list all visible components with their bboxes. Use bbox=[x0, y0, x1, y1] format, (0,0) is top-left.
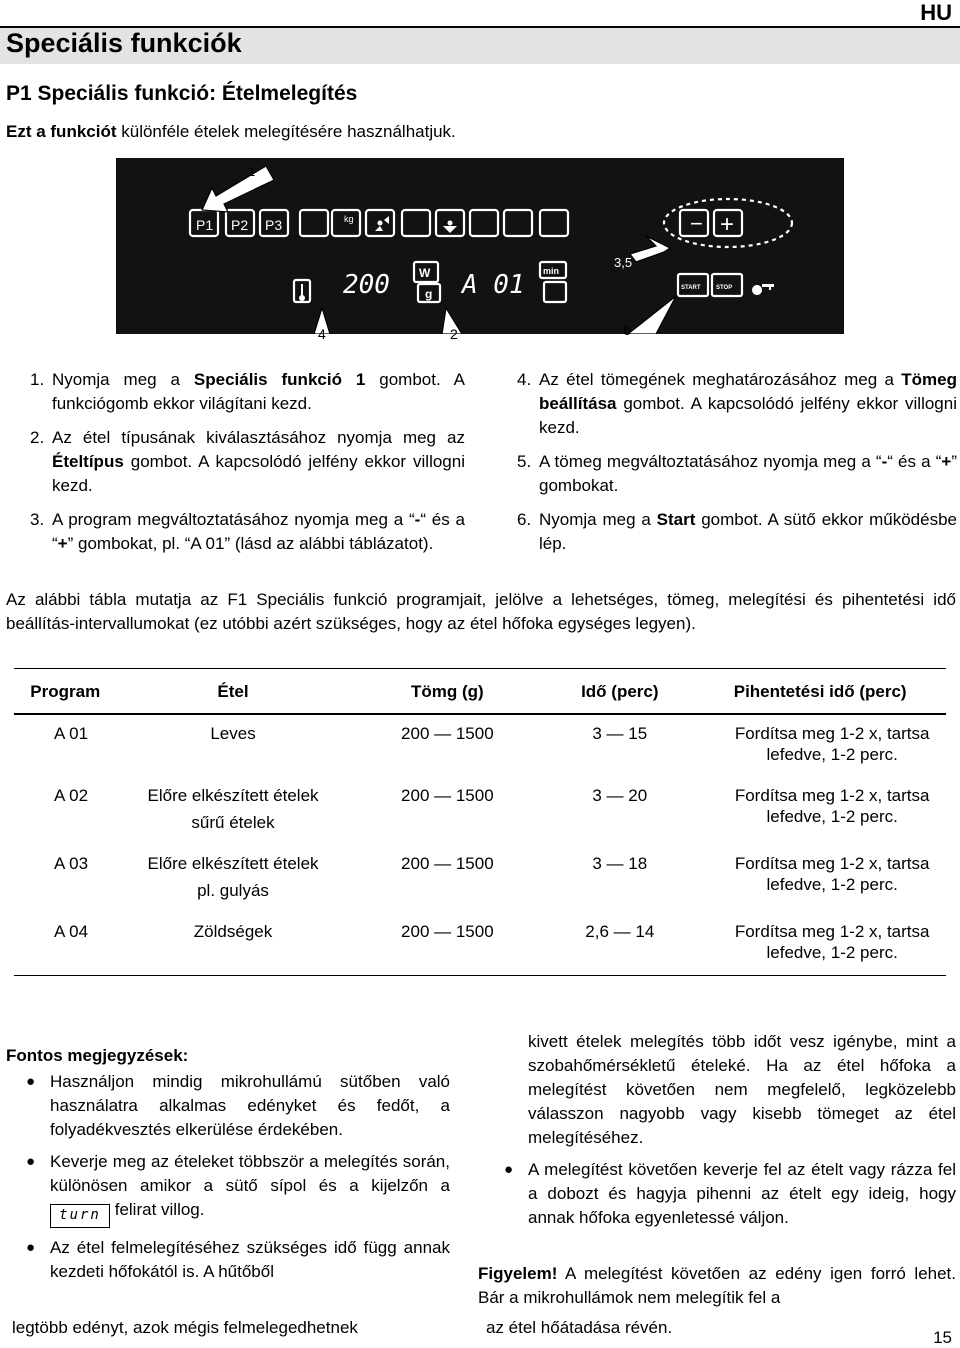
note-item bbox=[484, 1158, 956, 1230]
table-cell: 2,6 — 14 bbox=[545, 913, 694, 976]
table-intro: Az alábbi tábla mutatja az F1 Speciális funkció programjait, jelölve a lehetséges, tömeg, melegítési és pihentetési idő beállítás-intervallumokat (ez utóbbi azért szükséges, hogy az étel hőfoka egységes legyen). bbox=[6, 590, 956, 633]
warning-bold: Figyelem! bbox=[478, 1264, 558, 1283]
notes-col2 bbox=[504, 1030, 956, 1230]
g-label: g bbox=[425, 287, 433, 301]
table-cell: 3 — 15 bbox=[592, 724, 648, 743]
step-number: 6. bbox=[517, 510, 532, 529]
note-item bbox=[6, 1070, 450, 1142]
table-body bbox=[14, 714, 946, 976]
intro-text bbox=[6, 120, 456, 144]
step-number: 1. bbox=[30, 370, 45, 389]
step-bold-text: - bbox=[881, 452, 888, 471]
step-text: “ és a “ bbox=[887, 452, 942, 471]
table-header-cell: Pihentetési idő (perc) bbox=[694, 669, 946, 715]
table-cell: Leves bbox=[210, 724, 256, 743]
table-cell: 200 — 1500 bbox=[350, 913, 546, 976]
note-text: Keverje meg az ételeket többször a melegítés során, különösen amikor a sütő sípol és a kijelzőn a turn felirat villog. bbox=[50, 1150, 450, 1228]
step-item bbox=[30, 426, 465, 498]
callout-arrow-6 bbox=[628, 296, 676, 334]
control-panel-image bbox=[116, 158, 844, 334]
note-item bbox=[6, 1150, 450, 1228]
table-header-cell: Idő (perc) bbox=[545, 669, 694, 715]
p3-label: P3 bbox=[265, 217, 283, 233]
step-text: Nyomja meg a bbox=[52, 370, 194, 389]
defrost-timer-button[interactable] bbox=[300, 210, 328, 236]
step-number: 2. bbox=[30, 428, 45, 447]
step-text: Nyomja meg a bbox=[539, 510, 657, 529]
table-cell: Fordítsa meg 1-2 x, tartsa lefedve, 1-2 perc. bbox=[694, 913, 946, 976]
table-row bbox=[14, 714, 946, 777]
table-cell: A 01 bbox=[54, 724, 89, 743]
page-title: Speciális funkciók bbox=[6, 28, 242, 58]
top-heat-button[interactable] bbox=[504, 210, 532, 236]
note-text: A melegítést követően keverje fel az ételt vagy rázza fel a dobozt és hagyja pihenni az ételt egy ideig, hogy annak hőfoka egyenletessé váljon. bbox=[528, 1160, 956, 1227]
step-text: Az étel tömegének meghatározásához meg a bbox=[539, 370, 902, 389]
table-header-cell: Program bbox=[14, 669, 117, 715]
notes-col2-lead: kivett ételek melegítés több időt vesz igénybe, mint a szobahőmérsékletű ételeké. Ha az étel hőfoka a melegítést követően nem megfelelő, legközelebb válasszon nagyobb vagy kisebb tömeget az étel melegítéséhez. bbox=[528, 1032, 956, 1147]
step-text: gombot. A kapcsolódó jelfény ekkor villogni kezd. bbox=[539, 394, 957, 437]
step-number: 5. bbox=[517, 452, 532, 471]
step-body bbox=[52, 508, 465, 556]
step-bold-text: Tömeg beállítása bbox=[539, 370, 957, 413]
table-cell: 200 — 1500 bbox=[401, 854, 494, 873]
note-item bbox=[6, 1236, 450, 1284]
step-bold-text: - bbox=[414, 510, 421, 529]
section-subtitle: P1 Speciális funkció: Ételmelegítés bbox=[6, 82, 358, 105]
step-number: 3. bbox=[30, 510, 45, 529]
step-body bbox=[52, 368, 465, 416]
step-item bbox=[517, 450, 957, 498]
notes-col1 bbox=[6, 1070, 450, 1292]
notes-col2-list bbox=[504, 1158, 956, 1230]
table-cell: Fordítsa meg 1-2 x, tartsa lefedve, 1-2 perc. bbox=[734, 724, 930, 764]
warning-text bbox=[478, 1262, 956, 1310]
step-body bbox=[539, 368, 957, 440]
callout-1: 1 bbox=[248, 164, 256, 179]
steps-right bbox=[517, 368, 957, 566]
table-cell: A 04 bbox=[14, 913, 117, 976]
fan-grill-icon bbox=[443, 226, 457, 233]
kg-label: kg bbox=[344, 214, 354, 224]
step-bold-text: Ételtípus bbox=[52, 452, 124, 471]
bullet-icon: ● bbox=[26, 1153, 36, 1170]
minus-icon: − bbox=[690, 211, 703, 236]
step-body bbox=[52, 426, 465, 498]
step-item bbox=[517, 508, 957, 556]
step-body bbox=[539, 450, 957, 498]
warning-tail: az étel hőátadása révén. bbox=[486, 1318, 673, 1337]
notes-col1-tail: legtöbb edényt, azok mégis felmelegedhetnek bbox=[12, 1318, 358, 1337]
step-bold-text: + bbox=[941, 452, 952, 471]
table-header-row bbox=[14, 669, 946, 715]
step-text: “ és a “ bbox=[52, 510, 465, 553]
table-header-cell: Tömg (g) bbox=[350, 669, 546, 715]
table-cell: Fordítsa meg 1-2 x, tartsa lefedve, 1-2 perc. bbox=[734, 854, 930, 894]
step-text: gombot. A sütő ekkor működésbe lép. bbox=[539, 510, 957, 553]
table-cell: Előre elkészített ételek pl. gulyás bbox=[147, 854, 319, 900]
page-number: 15 bbox=[933, 1328, 952, 1347]
table-header-cell: Étel bbox=[117, 669, 350, 715]
step-text: Az étel típusának kiválasztásához nyomja meg az bbox=[52, 428, 465, 447]
table-cell: 3 — 20 bbox=[592, 786, 648, 805]
step-text: A tömeg megváltoztatásához nyomja meg a “ bbox=[539, 452, 882, 471]
step-item bbox=[30, 508, 465, 556]
bullet-icon: ● bbox=[26, 1239, 36, 1256]
table-cell: 200 — 1500 bbox=[401, 786, 494, 805]
step-item bbox=[30, 368, 465, 416]
program-table bbox=[14, 668, 946, 976]
table-row bbox=[14, 777, 946, 845]
program-display: A 01 bbox=[462, 270, 525, 300]
callout-arrow-1 bbox=[202, 166, 274, 212]
step-item bbox=[517, 368, 957, 440]
bullet-icon: ● bbox=[504, 1161, 514, 1178]
callout-4: 4 bbox=[318, 326, 326, 342]
step-text: gombot. A funkciógomb ekkor világítani kezd. bbox=[52, 370, 465, 413]
step-bold-text: Speciális funkció 1 bbox=[193, 370, 366, 389]
key-lock-icon bbox=[752, 284, 774, 295]
table-cell: 3 — 18 bbox=[592, 854, 648, 873]
note-text: Az étel felmelegítéséhez szükséges idő függ annak kezdeti hőfokától is. A hűtőből bbox=[50, 1238, 450, 1281]
intro-rest: különféle ételek melegítésére használhatjuk. bbox=[116, 122, 456, 141]
callout-arrow-35 bbox=[630, 236, 670, 262]
p2-label: P2 bbox=[231, 217, 249, 233]
table-cell: A 03 bbox=[54, 854, 89, 873]
warning-rest: A melegítést követően az edény igen forró lehet. Bár a mikrohullámok nem melegítik fel a bbox=[478, 1264, 956, 1307]
table-cell: Előre elkészített ételek sűrű ételek bbox=[147, 786, 319, 832]
bullet-icon: ● bbox=[26, 1073, 36, 1090]
microwave-button[interactable] bbox=[540, 210, 568, 236]
p1-label: P1 bbox=[196, 217, 214, 233]
callout-35: 3,5 bbox=[614, 255, 633, 270]
table-cell: A 02 bbox=[54, 786, 89, 805]
weight-display: 200 bbox=[343, 270, 390, 300]
steps-left bbox=[30, 368, 465, 566]
step-text: ” gombokat. bbox=[539, 452, 957, 495]
stop-label: STOP bbox=[716, 285, 733, 291]
step-bold-text: Start bbox=[656, 510, 696, 529]
language-code: HU bbox=[920, 0, 952, 25]
min-label: min bbox=[543, 266, 560, 276]
table-row bbox=[14, 913, 946, 976]
grill-button[interactable] bbox=[470, 210, 498, 236]
turn-display-icon: turn bbox=[50, 1204, 110, 1228]
callout-2: 2 bbox=[450, 326, 458, 342]
clock-button[interactable] bbox=[544, 282, 566, 302]
intro-bold: Ezt a funkciót bbox=[6, 122, 117, 141]
w-label: W bbox=[419, 266, 431, 280]
callout-6: 6 bbox=[623, 322, 631, 338]
step-number: 4. bbox=[517, 370, 532, 389]
step-text: gombot. A kapcsolódó jelfény ekkor villogni kezd. bbox=[52, 452, 465, 495]
table-row bbox=[14, 845, 946, 913]
hot-air-button[interactable] bbox=[402, 210, 430, 236]
step-body bbox=[539, 508, 957, 556]
start-label: START bbox=[681, 285, 701, 291]
notes-heading: Fontos megjegyzések: bbox=[6, 1046, 189, 1065]
table-cell: Zöldségek bbox=[117, 913, 350, 976]
plus-icon: + bbox=[720, 211, 735, 238]
table-cell: Fordítsa meg 1-2 x, tartsa lefedve, 1-2 perc. bbox=[734, 786, 930, 826]
step-text: ” gombokat, pl. “A 01” (lásd az alábbi táblázatot). bbox=[67, 534, 434, 553]
step-bold-text: + bbox=[57, 534, 68, 553]
step-text: A program megváltoztatásához nyomja meg a “ bbox=[52, 510, 415, 529]
table-cell: 200 — 1500 bbox=[401, 724, 494, 743]
note-text: Használjon mindig mikrohullámú sütőben való használatra alkalmas edényket és fedőt, a folyadékvesztés elkerülése érdekében. bbox=[50, 1072, 450, 1139]
